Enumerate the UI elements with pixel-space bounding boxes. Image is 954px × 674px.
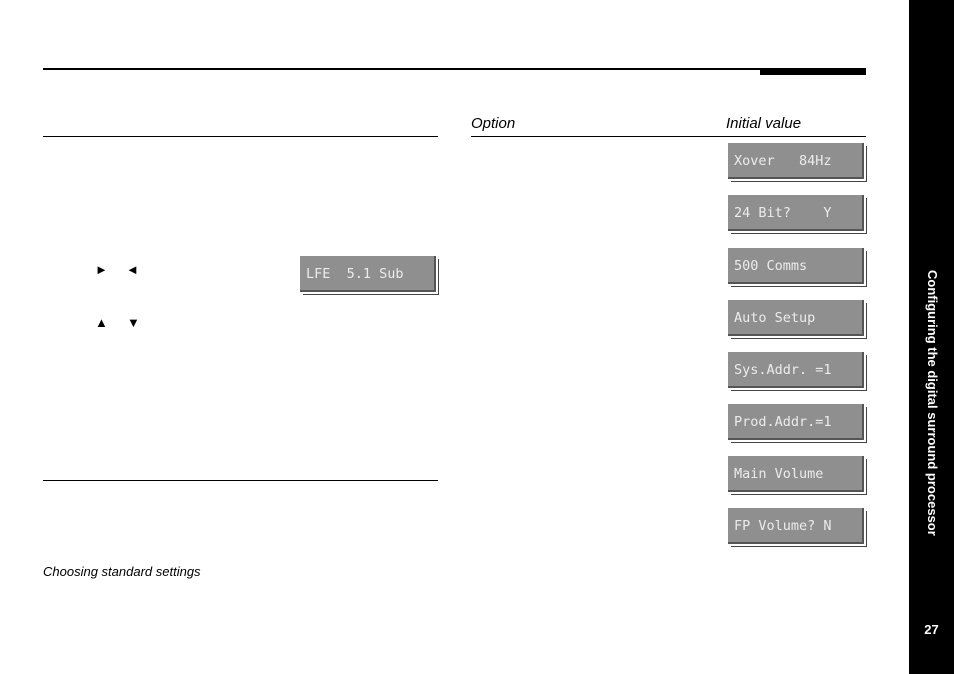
top-rule [43, 68, 866, 70]
right-arrow-icon: ► [95, 262, 108, 277]
column-header-initial-value: Initial value [726, 115, 802, 132]
lcd-display-lfe: LFE 5.1 Sub [300, 256, 436, 292]
column-header-option: Option [471, 115, 516, 132]
lcd-option-24-bit: 24 Bit? Y [728, 195, 864, 231]
left-arrow-icon: ◄ [126, 262, 139, 277]
top-rule-accent [760, 68, 866, 75]
lcd-option-fp-volume: FP Volume? N [728, 508, 864, 544]
section-rule-top [43, 136, 438, 137]
table-header-rule [471, 136, 866, 137]
up-arrow-icon: ▲ [95, 315, 108, 330]
section-rule-bottom [43, 480, 438, 481]
lcd-option-main-volume: Main Volume [728, 456, 864, 492]
lcd-option-xover: Xover 84Hz [728, 143, 864, 179]
lcd-option-500-comms: 500 Comms [728, 248, 864, 284]
page-number: 27 [924, 622, 939, 637]
chapter-title: Configuring the digital surround processor [925, 270, 940, 536]
down-arrow-icon: ▼ [127, 315, 140, 330]
lcd-option-sys-addr: Sys.Addr. =1 [728, 352, 864, 388]
caption-choosing-standard-settings: Choosing standard settings [43, 564, 201, 579]
lcd-option-prod-addr: Prod.Addr.=1 [728, 404, 864, 440]
lcd-option-auto-setup: Auto Setup [728, 300, 864, 336]
